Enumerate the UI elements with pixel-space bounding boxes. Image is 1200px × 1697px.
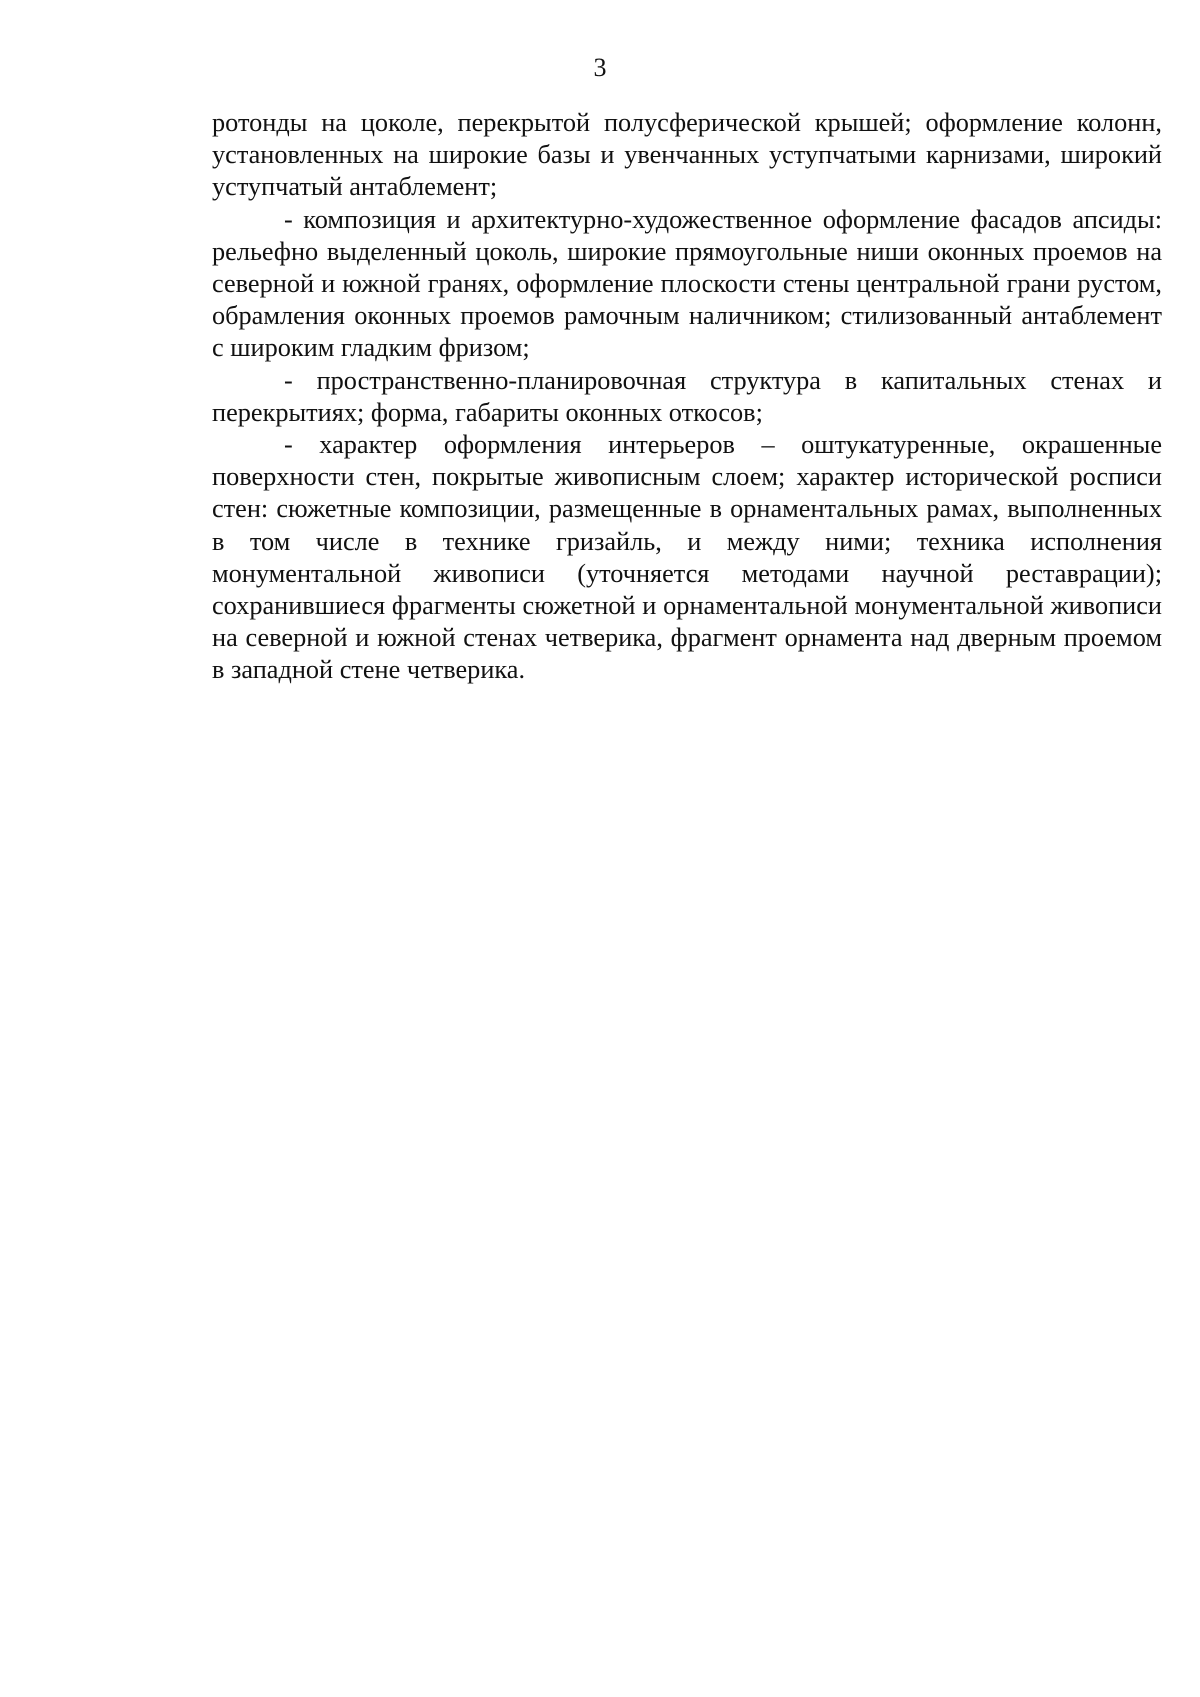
paragraph-spatial-structure: - пространственно-планировочная структура в капитальных стенах и перекрытиях; форма, габариты оконных откосов;: [212, 365, 1162, 427]
paragraph-continuation: ротонды на цоколе, перекрытой полусферической крышей; оформление колонн, установленных на широкие базы и увенчанных уступчатыми карнизами, широкий уступчатый антаблемент;: [212, 108, 1162, 202]
page-number: 3: [593, 53, 607, 82]
paragraph-apse-facades: - композиция и архитектурно-художественное оформление фасадов апсиды: рельефно выделенный цоколь, широкие прямоугольные ниши оконных проемов на северной и южной гранях, оформление плоскости стены центральной грани рустом, обрамления оконных проемов рамочным наличником; стилизованный антаблемент с широким гладким фризом;: [212, 204, 1162, 363]
document-body: [212, 107, 1162, 687]
paragraph-interiors: - характер оформления интерьеров – оштукатуренные, окрашенные поверхности стен, покрытые живописным слоем; характер исторической росписи стен: сюжетные композиции, размещенные в орнаментальных рамах, выполненных в том числе в технике гризайль, и между ними; техника исполнения монументальной живописи (уточняется методами научной реставрации); сохранившиеся фрагменты сюжетной и орнаментальной монументальной живописи на северной и южной стенах четверика, фрагмент орнамента над дверным проемом в западной стене четверика.: [212, 430, 1162, 685]
